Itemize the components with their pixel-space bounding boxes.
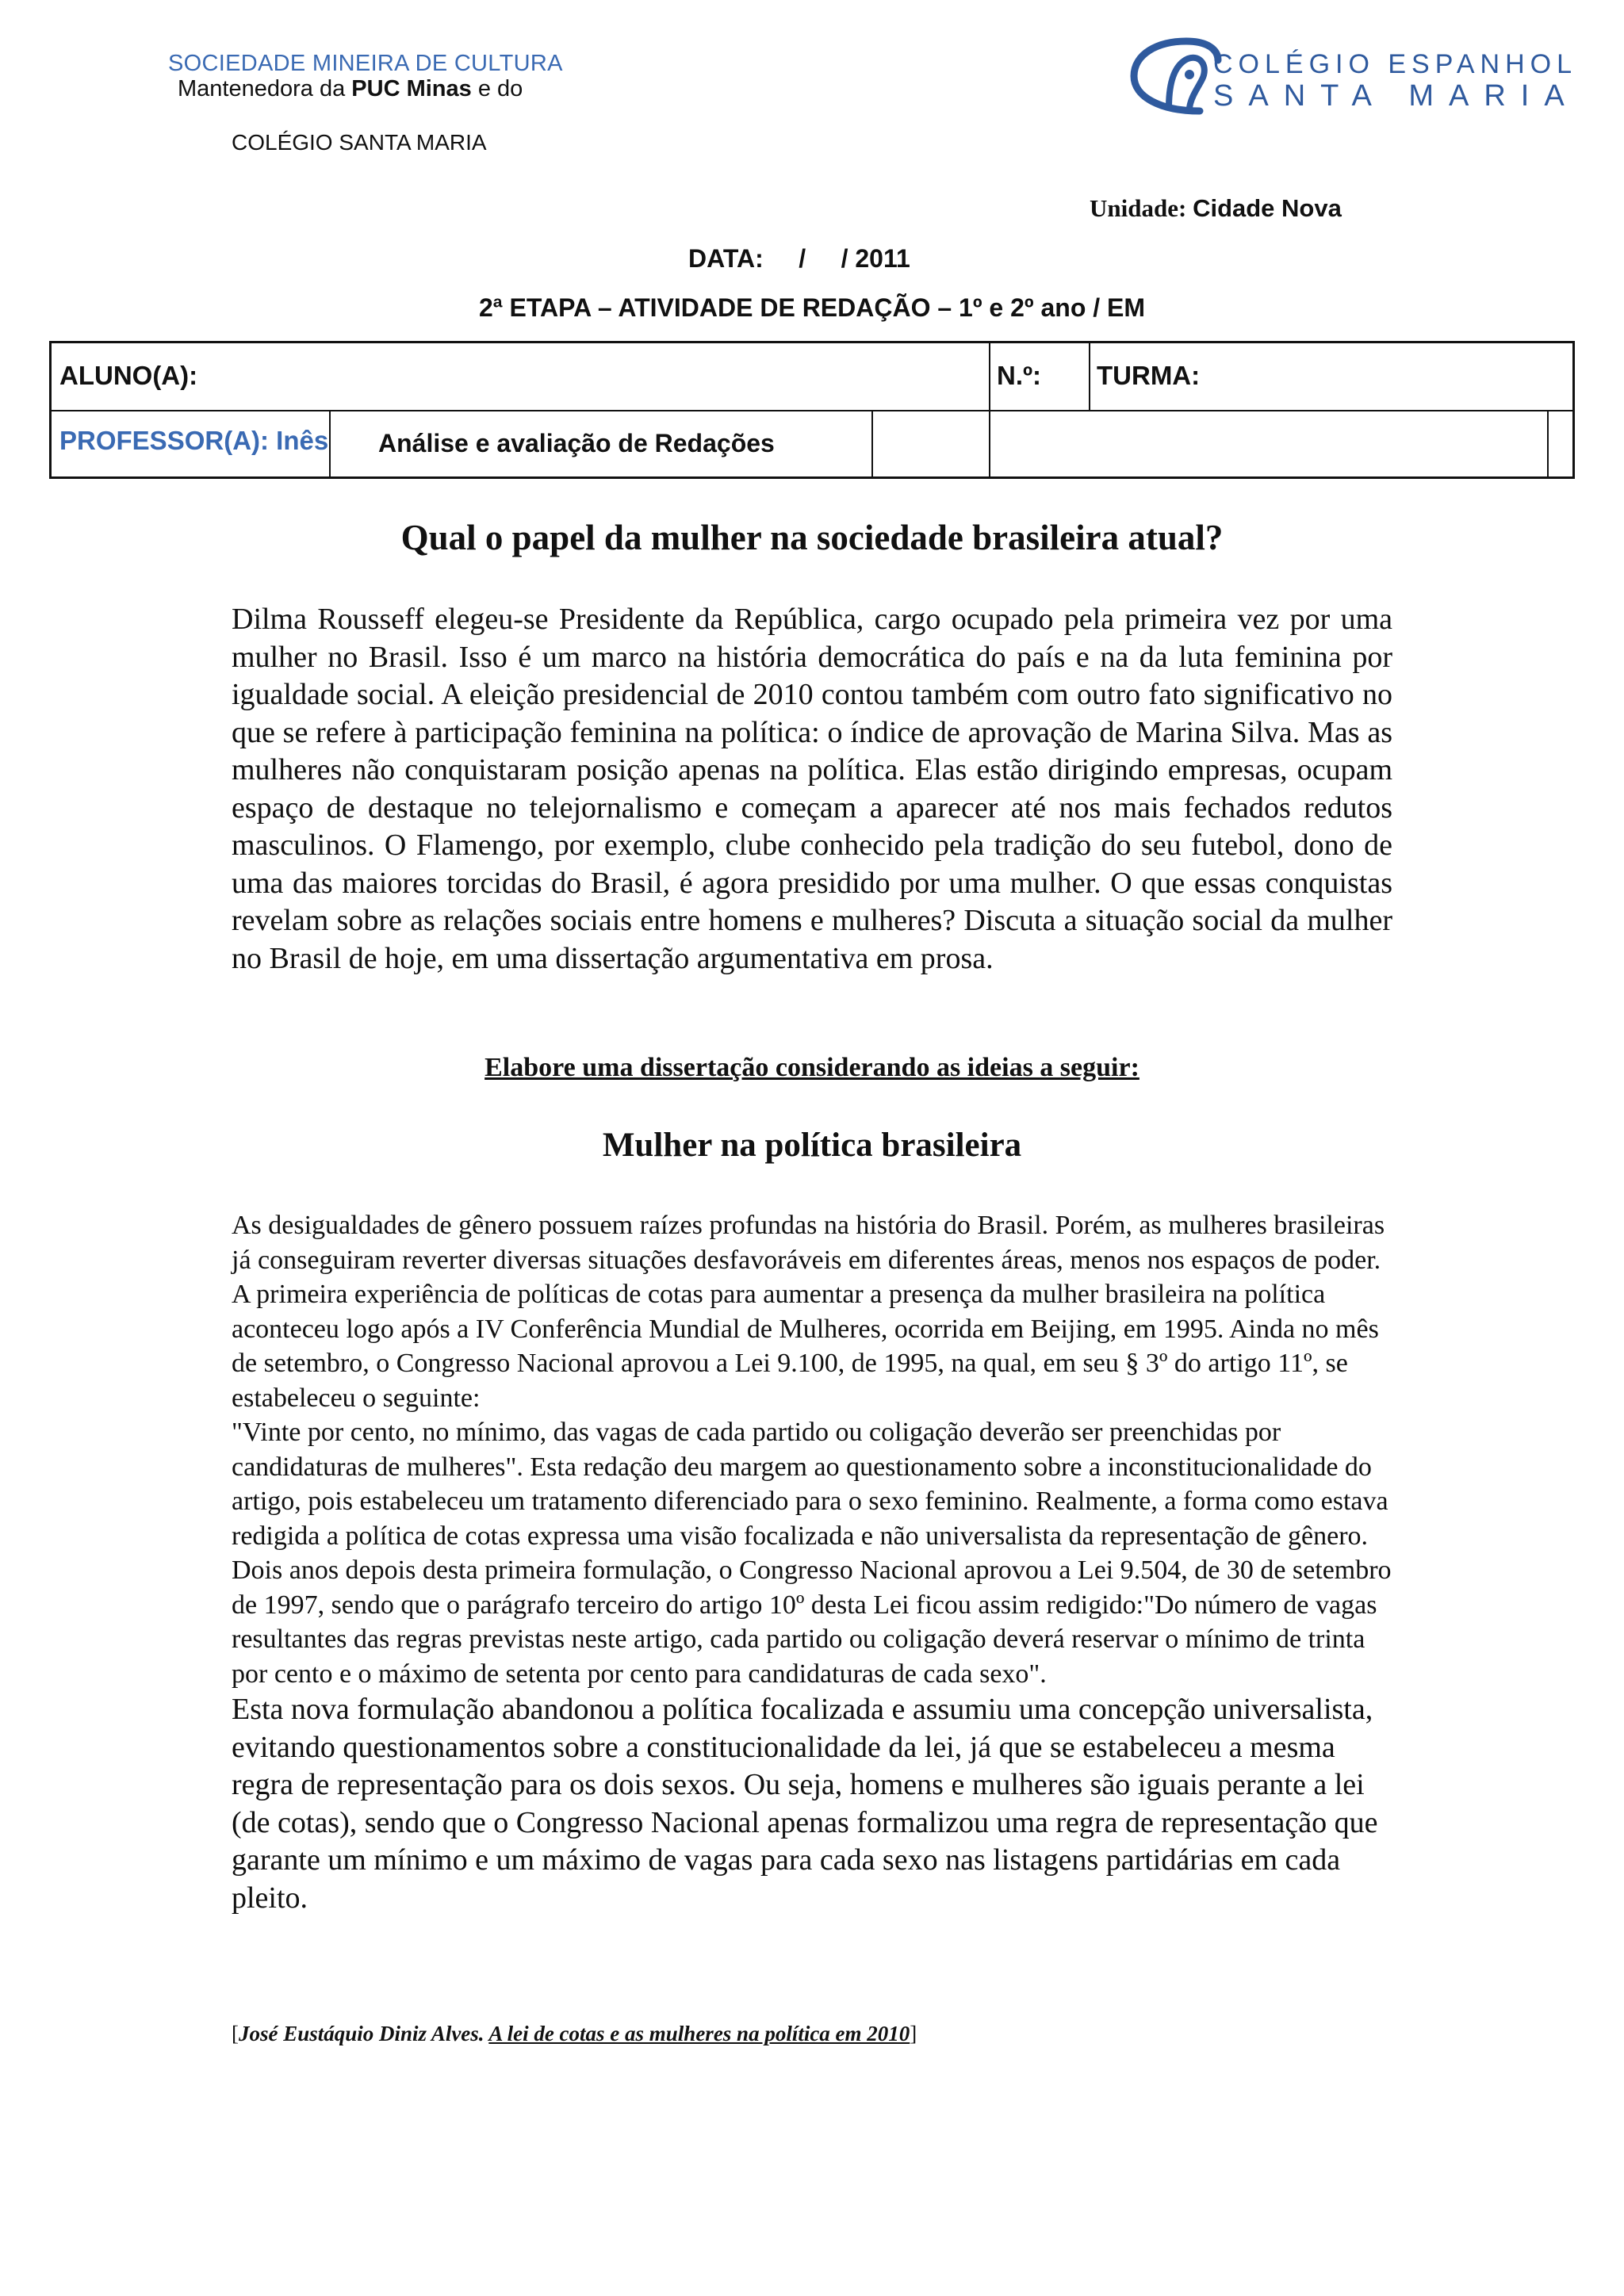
unidade-label: Unidade: [1090,194,1193,222]
table-divider-v [989,343,990,410]
turma-field[interactable] [1209,348,1566,405]
instruction-heading: Elabore uma dissertação considerando as ideias a seguir: [485,1053,1139,1082]
aluno-label: ALUNO(A): [59,361,198,390]
numero-field[interactable] [1051,348,1086,405]
unidade-line [1090,193,1342,223]
maintainer-suffix: e do [471,76,523,101]
intro-paragraph: Dilma Rousseff elegeu-se Presidente da República, cargo ocupado pela primeira vez por uma mulher no Brasil. Isso é um marco na história democrática do país e na da luta feminina por igualdade social. A eleição presidencial de 2010 contou também com outro fato significativo no que se refere à participação feminina na política: o índice de aprovação de Marina Silva. Mas as mulheres não conquistaram posição apenas na política. Elas estão dirigindo empresas, ocupam espaço de destaque no telejornalismo e começam a aparecer até nos mais fechados redutos masculinos. O Flamengo, por exemplo, clube conhecido pela tradição do seu futebol, dono de uma das maiores torcidas do Brasil, é agora presidido por uma mulher. O que essas conquistas revelam sobre as relações sociais entre homens e mulheres? Discuta a situação social da mulher no Brasil de hoje, em uma dissertação argumentativa em prosa. [232,603,1392,975]
citation-bracket: ] [910,2022,917,2045]
maintainer-prefix: Mantenedora da [178,76,352,101]
numero-label: N.º: [997,361,1042,390]
turma-label: TURMA: [1097,361,1201,390]
article-title: Mulher na política brasileira [602,1127,1022,1164]
maintainer-line [178,76,523,102]
etapa-title: 2ª ETAPA – ATIVIDADE DE REDAÇÃO – 1º e 2º ano / EM [478,293,1146,322]
org-name: SOCIEDADE MINEIRA DE CULTURA [168,51,563,76]
table-divider-v [1547,410,1549,476]
article-paragraph: Esta nova formulação abandonou a política focalizada e assumiu uma concepção universalista, evitando questionamentos sobre a constitucionalidade da lei, já que se estabeleceu a mesma regra de representação para os dois sexos. Ou seja, homens e mulheres são iguais perante a lei (de cotas), sendo que o Congresso Nacional apenas formalizou uma regra de representação que garante um mínimo e um máximo de vagas para cada sexo nas listagens partidárias em cada pleito. [232,1693,1378,1915]
citation-author: José Eustáquio Diniz Alves. [239,2022,489,2045]
aluno-field[interactable] [250,348,979,405]
table-divider-v [1089,343,1090,410]
citation-link[interactable]: A lei de cotas e as mulheres na política em 2010 [488,2022,910,2045]
maintainer-bold: PUC Minas [351,76,472,101]
question-title: Qual o papel da mulher na sociedade brasileira atual? [400,518,1224,557]
subject-label: Análise e avaliação de Redações [378,429,775,457]
unidade-value: Cidade Nova [1193,194,1342,222]
date-line: DATA: / / 2011 [688,244,910,273]
logo-text-line1: COLÉGIO ESPANHOL [1213,49,1578,79]
citation-bracket: [ [232,2022,239,2045]
citation [232,2022,917,2046]
article-paragraph: As desigualdades de gênero possuem raízes profundas na história do Brasil. Porém, as mulheres brasileiras já conseguiram reverter diversas situações desfavoráveis em diferentes áreas, menos nos espaços de poder. A primeira experiência de políticas de cotas para aumentar a presença da mulher brasileira na política aconteceu logo após a IV Conferência Mundial de Mulheres, ocorrida em Beijing, em 1995. Ainda no mês de setembro, o Congresso Nacional aprovou a Lei 9.100, de 1995, na qual, em seu § 3º do artigo 11º, se estabeleceu o seguinte: [232,1211,1385,1413]
article-paragraph: Dois anos depois desta primeira formulação, o Congresso Nacional aprovou a Lei 9.504, de 30 de setembro de 1997, sendo que o parágrafo terceiro do artigo 10º desta Lei ficou assim redigido:"Do número de vagas resultantes das regras previstas neste artigo, cada partido ou coligação deverá reservar o mínimo de trinta por cento e o máximo de setenta por cento para candidaturas de cada sexo". [232,1556,1392,1689]
table-divider-v [989,410,990,476]
article-paragraph: "Vinte por cento, no mínimo, das vagas de cada partido ou coligação deverão ser preenchidas por candidaturas de mulheres". Esta redação deu margem ao questionamento sobre a inconstitucionalidade do artigo, pois estabeleceu um tratamento diferenciado para o sexo feminino. Realmente, a forma como estava redigida a política de cotas expressa uma visão focalizada e não universalista da representação de gênero. [232,1418,1388,1551]
professor-label: PROFESSOR(A): Inês [59,426,329,455]
table-divider-h [52,410,1572,411]
table-divider-v [329,410,331,476]
student-info-table [49,341,1575,479]
school-name: COLÉGIO SANTA MARIA [232,130,487,155]
logo-text-line2: SANTA MARIA [1213,79,1580,113]
table-divider-v [871,410,873,476]
article-body [232,1208,1397,1917]
